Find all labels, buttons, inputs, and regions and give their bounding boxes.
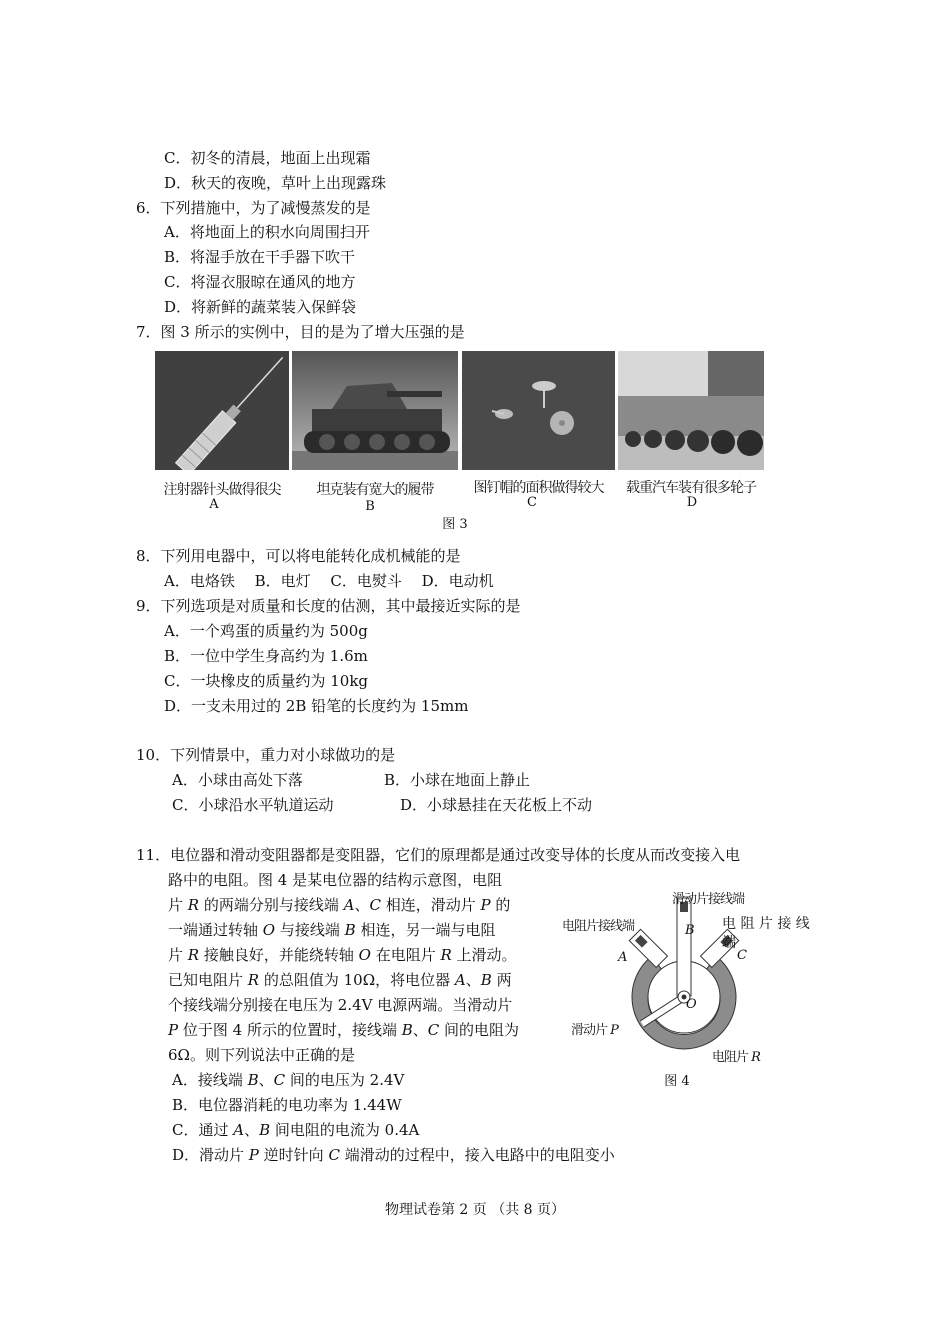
label-o: O bbox=[686, 997, 696, 1012]
label-resistor: 电阻片 R bbox=[712, 1050, 760, 1065]
figure4-caption: 图 4 bbox=[664, 1074, 690, 1089]
caption-b: 坦克装有宽大的履带 bbox=[316, 482, 434, 498]
q10-stem: 10．下列情景中，重力对小球做功的是 bbox=[136, 746, 396, 764]
label-resistor-terminal-right: 电 阻 片 接 线 bbox=[722, 916, 810, 932]
label-b: B bbox=[685, 923, 694, 938]
letter-d: D bbox=[686, 495, 698, 510]
caption-a: 注射器针头做得很尖 bbox=[163, 482, 281, 498]
q10-option-a: A．小球由高处下落 bbox=[172, 771, 303, 789]
potentiometer-diagram bbox=[560, 880, 820, 1070]
letter-a: A bbox=[209, 497, 219, 512]
label-resistor-terminal-right-2: 端 bbox=[722, 935, 735, 951]
q10-option-b: B．小球在地面上静止 bbox=[384, 771, 531, 789]
q11-stem: 11．电位器和滑动变阻器都是变阻器，它们的原理都是通过改变导体的长度从而改变接入电 bbox=[136, 846, 741, 864]
q10-option-d: D．小球悬挂在天花板上不动 bbox=[400, 796, 593, 814]
letter-b: B bbox=[365, 499, 375, 514]
q8-options: A．电烙铁 B．电灯 C．电熨斗 D．电动机 bbox=[164, 572, 494, 590]
label-a: A bbox=[618, 950, 627, 965]
q11-line9: 6Ω。则下列说法中正确的是 bbox=[168, 1046, 355, 1064]
q11-option-a: A．接线端 B、C 间的电压为 2.4V bbox=[172, 1071, 405, 1089]
thumbtacks-photo bbox=[462, 351, 615, 470]
q9-option-b: B．一位中学生身高约为 1.6m bbox=[164, 647, 368, 665]
truck-photo bbox=[618, 351, 764, 470]
q11-option-c: C．通过 A、B 间电阻的电流为 0.4A bbox=[172, 1121, 420, 1139]
label-slider-terminal: 滑动片接线端 bbox=[672, 892, 745, 907]
q11-line4: 一端通过转轴 O 与接线端 B 相连，另一端与电阻 bbox=[168, 921, 496, 939]
figure3-caption: 图 3 bbox=[442, 517, 468, 532]
q6-option-c: C．将湿衣服晾在通风的地方 bbox=[164, 273, 356, 291]
q9-option-c: C．一块橡皮的质量约为 10kg bbox=[164, 672, 369, 690]
q9-option-a: A．一个鸡蛋的质量约为 500g bbox=[164, 622, 368, 640]
q5-option-d: D．秋天的夜晚，草叶上出现露珠 bbox=[164, 174, 387, 192]
q11-line2: 路中的电阻。图 4 是某电位器的结构示意图，电阻 bbox=[168, 871, 503, 889]
q5-option-c: C．初冬的清晨，地面上出现霜 bbox=[164, 149, 371, 167]
q6-option-b: B．将湿手放在干手器下吹干 bbox=[164, 248, 356, 266]
letter-c: C bbox=[527, 495, 537, 510]
q11-line3: 片 R 的两端分别与接线端 A、C 相连，滑动片 P 的 bbox=[168, 896, 511, 914]
label-slider: 滑动片 P bbox=[571, 1023, 618, 1038]
q9-stem: 9．下列选项是对质量和长度的估测，其中最接近实际的是 bbox=[136, 597, 521, 615]
q11-line6: 已知电阻片 R 的总阻值为 10Ω，将电位器 A、B 两 bbox=[168, 971, 512, 989]
q7-stem: 7．图 3 所示的实例中，目的是为了增大压强的是 bbox=[136, 323, 465, 341]
q11-line7: 个接线端分别接在电压为 2.4V 电源两端。当滑动片 bbox=[168, 996, 513, 1014]
label-c: C bbox=[737, 948, 746, 963]
q9-option-d: D．一支未用过的 2B 铅笔的长度约为 15mm bbox=[164, 697, 469, 715]
page-footer: 物理试卷第 2 页 （共 8 页） bbox=[384, 1202, 566, 1218]
q11-line5: 片 R 接触良好，并能绕转轴 O 在电阻片 R 上滑动。 bbox=[168, 946, 517, 964]
q8-stem: 8．下列用电器中，可以将电能转化成机械能的是 bbox=[136, 547, 461, 565]
q10-option-c: C．小球沿水平轨道运动 bbox=[172, 796, 334, 814]
q6-stem: 6．下列措施中，为了减慢蒸发的是 bbox=[136, 199, 371, 217]
q11-option-d: D．滑动片 P 逆时针向 C 端滑动的过程中，接入电路中的电阻变小 bbox=[172, 1146, 615, 1164]
q6-option-a: A．将地面上的积水向周围扫开 bbox=[164, 223, 370, 241]
label-resistor-terminal-left: 电阻片接线端 bbox=[562, 919, 635, 934]
syringe-photo bbox=[155, 351, 289, 470]
q11-line8: P 位于图 4 所示的位置时，接线端 B、C 间的电阻为 bbox=[168, 1021, 520, 1039]
caption-c: 图钉帽的面积做得较大 bbox=[473, 480, 604, 496]
tank-photo bbox=[292, 351, 458, 470]
caption-d: 载重汽车装有很多轮子 bbox=[626, 480, 756, 496]
q11-option-b: B．电位器消耗的电功率为 1.44W bbox=[172, 1096, 402, 1114]
q6-option-d: D．将新鲜的蔬菜装入保鲜袋 bbox=[164, 298, 357, 316]
